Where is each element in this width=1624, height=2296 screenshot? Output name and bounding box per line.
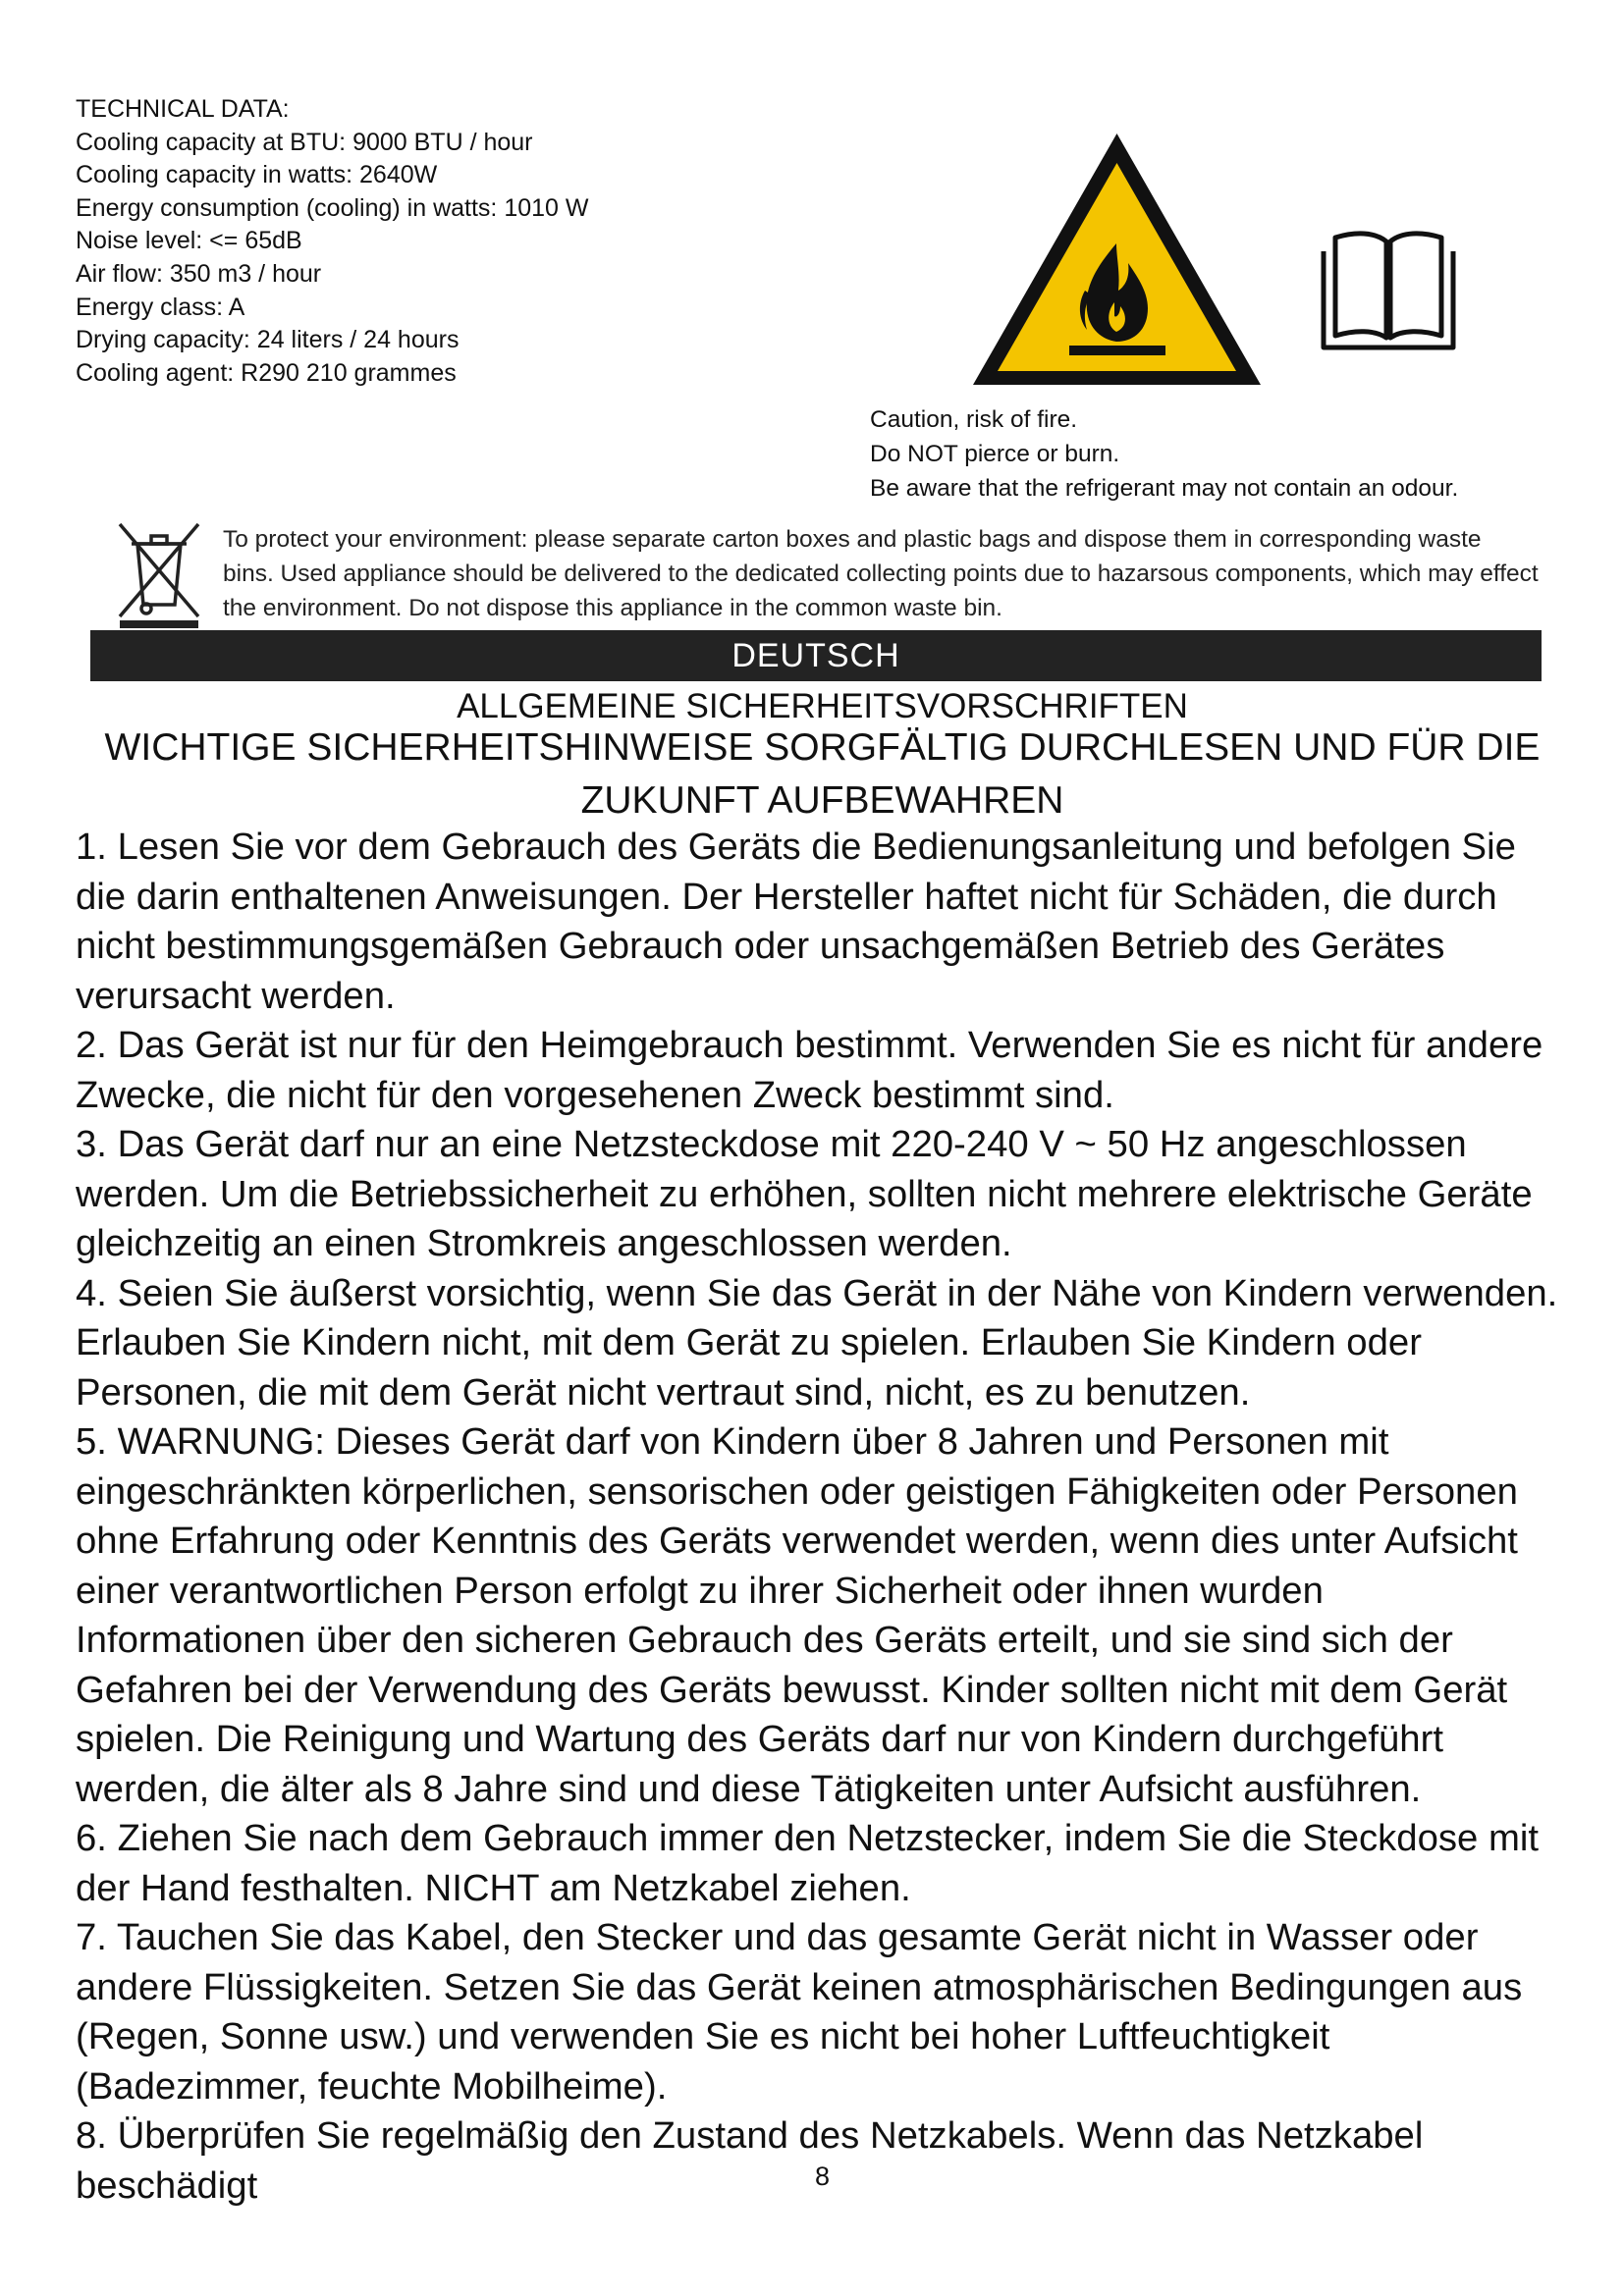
read-manual-icon <box>1316 228 1461 353</box>
spec-line: Energy consumption (cooling) in watts: 1010 W <box>76 193 589 222</box>
weee-bin-icon <box>116 518 202 628</box>
caution-line: Caution, risk of fire. <box>870 406 1078 433</box>
instruction-item: 7. Tauchen Sie das Kabel, den Stecker und das gesamte Gerät nicht in Wasser oder andere Flüssigkeiten. Setzen Sie das Gerät keinen atmosphärischen Bedingungen aus (Regen, Sonne usw.) und verwenden Sie es nicht bei hoher Luftfeuchtigkeit (Badezimmer, feuchte Mobilheime). <box>76 1916 1523 2108</box>
instruction-item: 2. Das Gerät ist nur für den Heimgebrauch bestimmt. Verwenden Sie es nicht für andere Zwecke, die nicht für den vorgesehenen Zweck bestimmt sind. <box>76 1024 1543 1116</box>
section-subtitle: WICHTIGE SICHERHEITSHINWEISE SORGFÄLTIG DURCHLESEN UND FÜR DIE ZUKUNFT AUFBEWAHREN <box>104 726 1541 822</box>
technical-data-heading: TECHNICAL DATA: <box>76 95 290 123</box>
flammable-warning-icon <box>967 128 1267 391</box>
spec-line: Noise level: <= 65dB <box>76 227 302 255</box>
instruction-item: 8. Überprüfen Sie regelmäßig den Zustand des Netzkabels. Wenn das Netzkabel beschädigt <box>76 2114 1424 2207</box>
instruction-item: 5. WARNUNG: Dieses Gerät darf von Kindern über 8 Jahren und Personen mit eingeschränkten körperlichen, sensorischen oder geistigen Fähigkeiten oder Personen ohne Erfahrung oder Kenntnis des Geräts verwendet werden, wenn dies unter Aufsicht einer verantwortlichen Person erfolgt zu ihrer Sicherheit oder ihnen wurden Informationen über den sicheren Gebrauch des Geräts erteilt, und sie sind sich der Gefahren bei der Verwendung des Geräts bewusst. Kinder sollten nicht mit dem Gerät spielen. Die Reinigung und Wartung des Geräts darf nur von Kindern durchgeführt werden, die älter als 8 Jahre sind und diese Tätigkeiten unter Aufsicht ausführen. <box>76 1420 1518 1810</box>
instruction-item: 4. Seien Sie äußerst vorsichtig, wenn Sie das Gerät in der Nähe von Kindern verwenden. Erlauben Sie Kindern nicht, mit dem Gerät zu spielen. Erlauben Sie Kindern oder Personen, die mit dem Gerät nicht vertraut sind, nicht, es zu benutzen. <box>76 1271 1558 1414</box>
section-title: ALLGEMEINE SICHERHEITSVORSCHRIFTEN <box>457 687 1188 725</box>
spec-line: Air flow: 350 m3 / hour <box>76 259 322 288</box>
safety-instructions <box>76 823 1558 2211</box>
caution-line: Do NOT pierce or burn. <box>870 441 1120 467</box>
caution-notes <box>870 402 1458 506</box>
instruction-item: 1. Lesen Sie vor dem Gebrauch des Geräts die Bedienungsanleitung und befolgen Sie die darin enthaltenen Anweisungen. Der Hersteller haftet nicht für Schäden, die durch nicht bestimmungsgemäßen Gebrauch oder unsachgemäßen Betrieb des Gerätes verursacht werden. <box>76 826 1516 1017</box>
page-number: 8 <box>814 2162 831 2191</box>
language-section-bar: DEUTSCH <box>90 630 1542 681</box>
spec-line: Drying capacity: 24 liters / 24 hours <box>76 326 460 354</box>
spec-line: Cooling capacity in watts: 2640W <box>76 161 438 189</box>
spec-line: Energy class: A <box>76 293 245 321</box>
instruction-item: 3. Das Gerät darf nur an eine Netzsteckdose mit 220-240 V ~ 50 Hz angeschlossen werden. Um die Betriebssicherheit zu erhöhen, sollten nicht mehrere elektrische Geräte gleichzeitig an einen Stromkreis angeschlossen werden. <box>76 1123 1533 1264</box>
spec-line: Cooling capacity at BTU: 9000 BTU / hour <box>76 128 533 156</box>
caution-line: Be aware that the refrigerant may not contain an odour. <box>870 475 1459 502</box>
spec-line: Cooling agent: R290 210 grammes <box>76 358 457 387</box>
technical-data <box>76 93 588 390</box>
environment-notice: To protect your environment: please separate carton boxes and plastic bags and dispose them in corresponding waste bins. Used appliance should be delivered to the dedicated collecting points due to hazarsous components, which may effect the environment. Do not dispose this appliance in the common waste bin. <box>223 526 1539 621</box>
instruction-item: 6. Ziehen Sie nach dem Gebrauch immer den Netzstecker, indem Sie die Steckdose mit der Hand festhalten. NICHT am Netzkabel ziehen. <box>76 1817 1540 1909</box>
